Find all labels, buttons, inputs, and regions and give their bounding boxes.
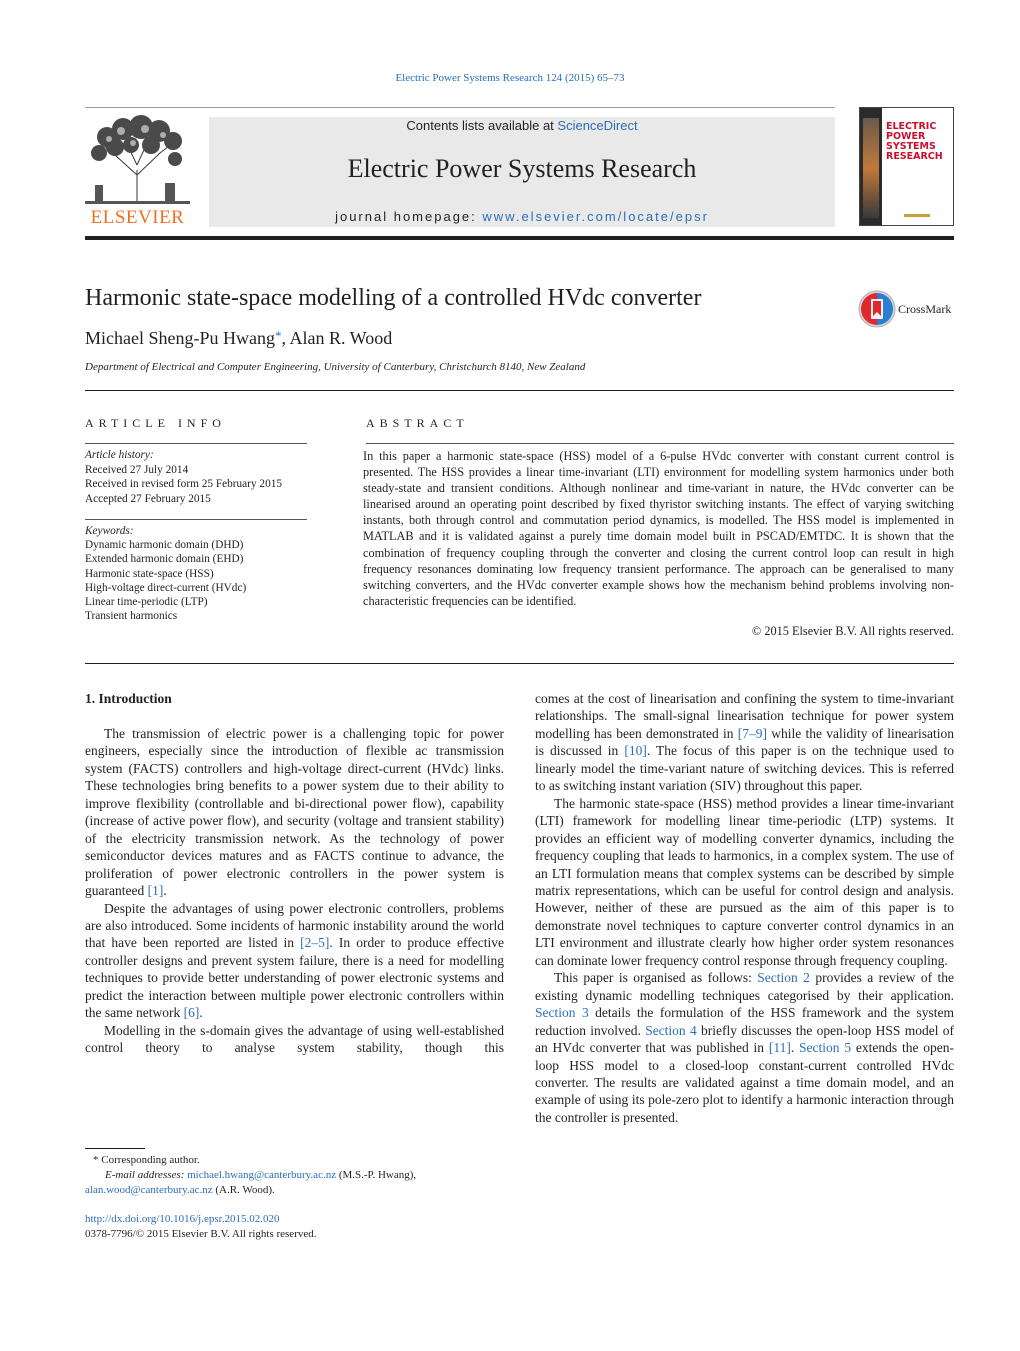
paragraph-text: briefly discusses the open-loop HSS model of an HVdc converter that was published in (535, 1022, 954, 1056)
keywords-label: Keywords: (85, 525, 134, 537)
citation-link[interactable]: [10] (624, 743, 647, 759)
body-paragraph (85, 725, 504, 900)
crossmark-label: CrossMark (898, 302, 952, 316)
contents-prefix: Contents lists available at (406, 118, 558, 133)
footnote-rule (85, 1148, 145, 1149)
section-link[interactable]: Section 4 (645, 1022, 697, 1038)
crossmark-badge[interactable] (858, 290, 958, 330)
paragraph-text: . (163, 883, 167, 899)
body-paragraph (535, 969, 954, 1126)
article-title: Harmonic state-space modelling of a controlled HVdc converter (85, 285, 702, 311)
contents-line (209, 118, 835, 133)
homepage-prefix: journal homepage: (335, 209, 483, 224)
keyword-item: Dynamic harmonic domain (DHD) (85, 539, 244, 552)
article-info-heading: ARTICLE INFO (85, 416, 226, 430)
author-2[interactable]: Alan R. Wood (289, 328, 393, 348)
abstract-text: In this paper a harmonic state-space (HSS) model of a 6-pulse HVdc converter with constant current control is presented. The HSS provides a linear time-invariant (LTI) environment for modelling system harmonics under both steady-state and transient conditions. Although nonlinear and time-variant in nature, the HVdc converter can be linearised around an operating point described by fixed thyristor switching instants. The effect of varying switching instants, both through control and commutation period dynamics, is modelled. The HSS model is implemented in MATLAB and it is validated against a purely time domain model built in PSCAD/EMTDC. It is shown that the combination of frequency coupling through the converter and closing the current control loop can result in high frequency resonances dominating low frequency transient performance. The approach can be generalised to many switching converters, and the HVdc converter example shows how the mechanism behind problems involving non-characteristic frequencies can be identified. (363, 449, 954, 608)
keywords-list (85, 524, 315, 623)
author-list (85, 328, 392, 349)
paragraph-text: . The focus of this paper is on the technique used to linearly model the time-variant nature of switching devices. This is referred to as switching instant variation (SIV) throughout this paper. (535, 743, 954, 794)
crossmark-icon (858, 290, 898, 330)
section-link[interactable]: Section 3 (535, 1005, 589, 1021)
footnotes (85, 1153, 504, 1198)
abstract-rule (366, 443, 954, 444)
homepage-link[interactable]: www.elsevier.com/locate/epsr (482, 209, 709, 224)
footnote-star: * (93, 1154, 99, 1166)
doi-block (85, 1212, 504, 1242)
article-info-rule (85, 443, 307, 444)
abstract-bottom-rule (85, 663, 954, 664)
email-link-wood[interactable]: alan.wood@canterbury.ac.nz (85, 1184, 213, 1196)
keyword-item: Transient harmonics (85, 610, 178, 623)
history-revised: Received in revised form 25 February 2015 (85, 478, 283, 490)
journal-citation[interactable]: Electric Power Systems Research 124 (2015) 65–73 (395, 72, 625, 84)
cover-image (863, 118, 879, 218)
history-accepted: Accepted 27 February 2015 (85, 492, 211, 505)
history-received: Received 27 July 2014 (85, 463, 189, 476)
corresponding-label: Corresponding author. (98, 1154, 200, 1166)
citation-link[interactable]: [1] (147, 883, 164, 899)
issn-copyright: 0378-7796/© 2015 Elsevier B.V. All rights reserved. (85, 1228, 317, 1240)
author-1[interactable]: Michael Sheng-Pu Hwang (85, 328, 275, 348)
paragraph-text: . (199, 1005, 203, 1021)
paragraph-text: provides a review of the existing dynamic modelling techniques categorised by their application. (535, 970, 954, 1003)
email-owner: (M.S.-P. Hwang), (336, 1169, 417, 1181)
corresponding-author-mark[interactable]: * (274, 328, 282, 343)
email-note-2 (85, 1183, 504, 1198)
section-link[interactable]: Section 2 (757, 970, 810, 986)
paragraph-text: details the formulation of the HSS framework and the system reduction involved. (535, 1005, 954, 1038)
doi-link[interactable]: http://dx.doi.org/10.1016/j.epsr.2015.02.020 (85, 1213, 280, 1225)
citation-link[interactable]: [2–5] (300, 935, 330, 951)
paragraph-text: while the validity of linearisation is discussed in (535, 725, 954, 759)
body-paragraph (535, 690, 954, 795)
paragraph-text: comes at the cost of linearisation and confining the system to time-invariant relationships. The small-signal linearisation technique for power system modelling has been demonstrated in (535, 691, 954, 741)
paragraph-text: . (790, 1040, 800, 1056)
paragraph-text: The harmonic state-space (HSS) method provides a linear time-invariant (LTI) framework for modelling linear time-periodic (LTP) systems. It provides an efficient way of modelling converter dynamics, including the frequency coupling that leads to harmonics, in a complex system. The use of an LTI formulation means that complex systems can be described by simple matrix representations, which can be useful for control design and analysis. However, neither of these are pursued as the aim of this paper is to demonstrate novel techniques to capture converter control dynamics in an LTI environment and illustrate clearly how higher order system resonances can dominate lower frequency control response through frequency coupling. (535, 795, 954, 968)
citation-link[interactable]: [6] (183, 1005, 200, 1021)
keyword-item: Linear time-periodic (LTP) (85, 596, 208, 609)
affiliation: Department of Electrical and Computer Engineering, University of Canterbury, Christchurch 8140, New Zealand (85, 361, 586, 373)
corresponding-author-note (85, 1153, 504, 1168)
keyword-item: High-voltage direct-current (HVdc) (85, 581, 247, 594)
citation-link[interactable]: [11] (768, 1040, 791, 1056)
affiliation-divider (85, 390, 954, 391)
journal-cover-thumbnail[interactable] (859, 107, 954, 226)
cover-title: ELECTRIC POWER SYSTEMS RESEARCH (886, 121, 943, 162)
paragraph-text: This paper is organised as follows: (554, 970, 758, 986)
paragraph-text: . In order to produce effective controller designs and prevent system failure, there is a need for modelling techniques to provide better understanding of power electronic systems and predict the interaction between multiple power electronic controllers within the same network (85, 935, 504, 1021)
elsevier-logo[interactable] (85, 115, 190, 228)
header-thick-rule (85, 236, 954, 240)
header-divider (85, 107, 835, 108)
homepage-line (209, 209, 835, 224)
citation-link[interactable]: [7–9] (737, 725, 767, 741)
cover-bottom-mark (904, 214, 930, 217)
history-label: Article history: (85, 449, 154, 461)
paragraph-text: Despite the advantages of using power electronic controllers, problems are also introduced. Some incidents of harmonic instability around the world that have been reported are listed in (85, 900, 504, 951)
email-link-hwang[interactable]: michael.hwang@canterbury.ac.nz (187, 1169, 337, 1181)
body-column-left (85, 725, 504, 1057)
keyword-item: Harmonic state-space (HSS) (85, 567, 214, 580)
abstract-copyright: © 2015 Elsevier B.V. All rights reserved. (751, 624, 954, 638)
author-separator: , (281, 328, 290, 348)
body-paragraph (85, 900, 504, 1022)
paragraph-text: Modelling in the s-domain gives the advantage of using well-established control theory to analyse system stability, though this (85, 1022, 504, 1056)
email-note (85, 1168, 504, 1183)
paragraph-text: extends the open-loop HSS model to a closed-loop constant-current controlled HVdc converter. The results are validated against a time domain model, and an example of using its pole-zero plot to identify a harmonic interaction through the controller is presented. (535, 1040, 955, 1125)
keyword-item: Extended harmonic domain (EHD) (85, 553, 244, 566)
body-paragraph (85, 1022, 504, 1057)
sciencedirect-link[interactable]: ScienceDirect (557, 118, 638, 133)
elsevier-wordmark: ELSEVIER (90, 207, 185, 228)
section-link[interactable]: Section 5 (799, 1040, 852, 1056)
section-heading-introduction: 1. Introduction (85, 691, 172, 706)
email-label: E-mail addresses: (105, 1169, 188, 1181)
body-paragraph (535, 795, 954, 970)
paragraph-text: The transmission of electric power is a challenging topic for power engineers, especially since the introduction of flexible ac transmission system (FACTS) controllers and high-voltage direct-current (HVdc) links. These technologies bring benefits to a power system due to their ability to improve flexibility (controllable and bi-directional power flow), capability (increase of active power flow), and security (voltage and transient stability) of the electricity transmission network. As the technology of power semiconductor devices matures and as FACTS continue to advance, the proliferation of power electronic controllers in the power system is guaranteed (85, 726, 504, 899)
keywords-rule (85, 519, 307, 520)
abstract-heading: ABSTRACT (366, 416, 469, 430)
body-column-right (535, 690, 954, 1126)
email-owner: (A.R. Wood). (212, 1184, 275, 1196)
journal-title: Electric Power Systems Research (347, 154, 697, 183)
article-history (85, 448, 315, 506)
